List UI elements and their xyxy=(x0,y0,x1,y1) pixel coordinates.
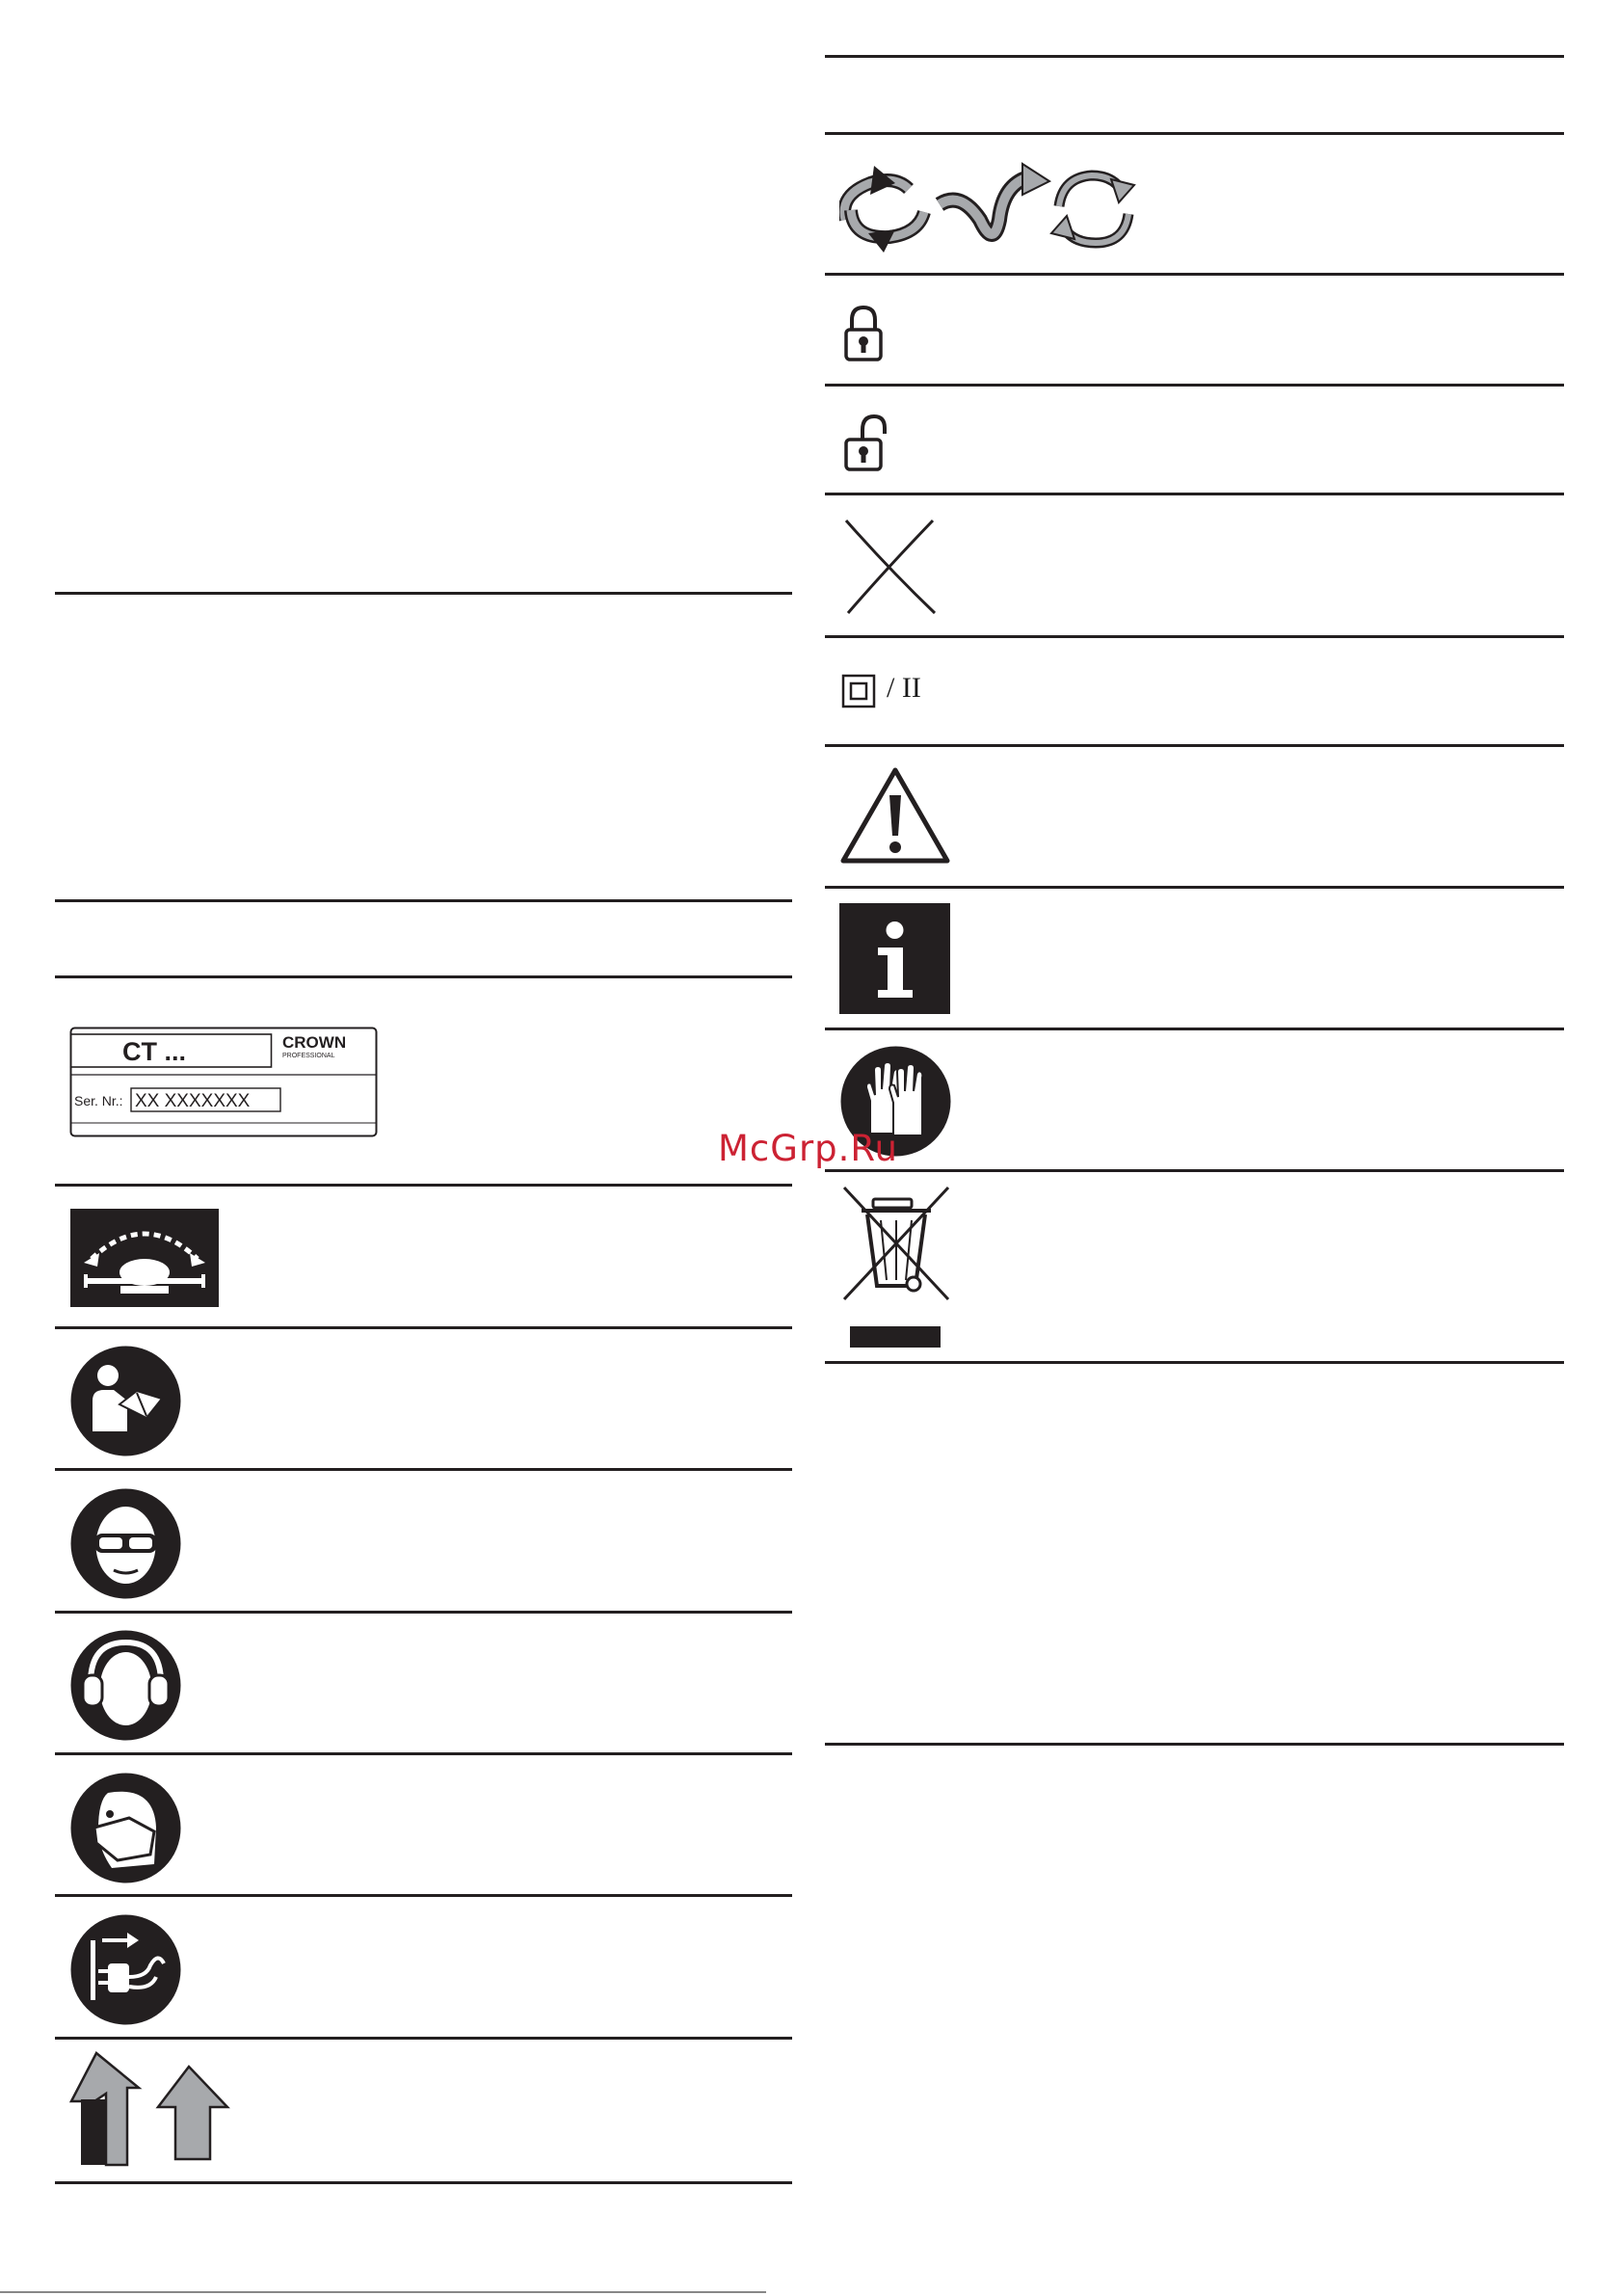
weee-crossed-bin-icon xyxy=(838,1186,954,1349)
divider xyxy=(825,886,1564,889)
divider xyxy=(825,1169,1564,1172)
protection-class-label: / II xyxy=(887,672,921,704)
divider xyxy=(825,1743,1564,1746)
divider xyxy=(825,273,1564,276)
divider xyxy=(55,1752,792,1755)
protection-class-ii-icon xyxy=(841,674,876,708)
divider xyxy=(55,899,792,902)
divider xyxy=(825,493,1564,495)
prohibited-cross-icon xyxy=(842,517,939,617)
direction-arrows-icon xyxy=(67,2051,231,2169)
nameplate-brand: CROWN xyxy=(282,1033,347,1052)
footer-rule xyxy=(0,2291,766,2293)
divider xyxy=(825,744,1564,747)
divider xyxy=(55,1326,792,1329)
divider xyxy=(825,384,1564,387)
unlocked-icon xyxy=(843,413,888,472)
divider xyxy=(55,1184,792,1187)
wear-dust-mask-icon xyxy=(69,1772,182,1884)
adjustment-range-icon xyxy=(70,1209,219,1307)
divider xyxy=(55,592,792,595)
divider xyxy=(55,1611,792,1614)
divider xyxy=(825,132,1564,135)
divider xyxy=(825,1028,1564,1030)
nameplate-brand-sub: PROFESSIONAL xyxy=(282,1053,335,1059)
divider xyxy=(55,975,792,978)
nameplate xyxy=(69,1027,378,1137)
serial-label: Ser. Nr.: xyxy=(74,1093,123,1108)
read-manual-icon xyxy=(69,1345,182,1457)
divider xyxy=(55,1894,792,1897)
divider xyxy=(825,55,1564,58)
information-icon xyxy=(839,903,950,1014)
wear-ear-protection-icon xyxy=(69,1629,182,1742)
divider xyxy=(825,1361,1564,1364)
nameplate-model: CT ... xyxy=(122,1037,186,1066)
warning-triangle-icon xyxy=(839,766,951,865)
watermark: McGrp.Ru xyxy=(718,1128,898,1169)
unplug-before-service-icon xyxy=(69,1913,182,2026)
divider xyxy=(55,2181,792,2184)
divider xyxy=(55,1468,792,1471)
rotation-direction-icon xyxy=(839,162,1144,254)
serial-value: XX XXXXXXX xyxy=(135,1091,251,1111)
wear-safety-goggles-icon xyxy=(69,1487,182,1600)
divider xyxy=(55,2037,792,2040)
locked-icon xyxy=(843,305,884,362)
divider xyxy=(825,635,1564,638)
